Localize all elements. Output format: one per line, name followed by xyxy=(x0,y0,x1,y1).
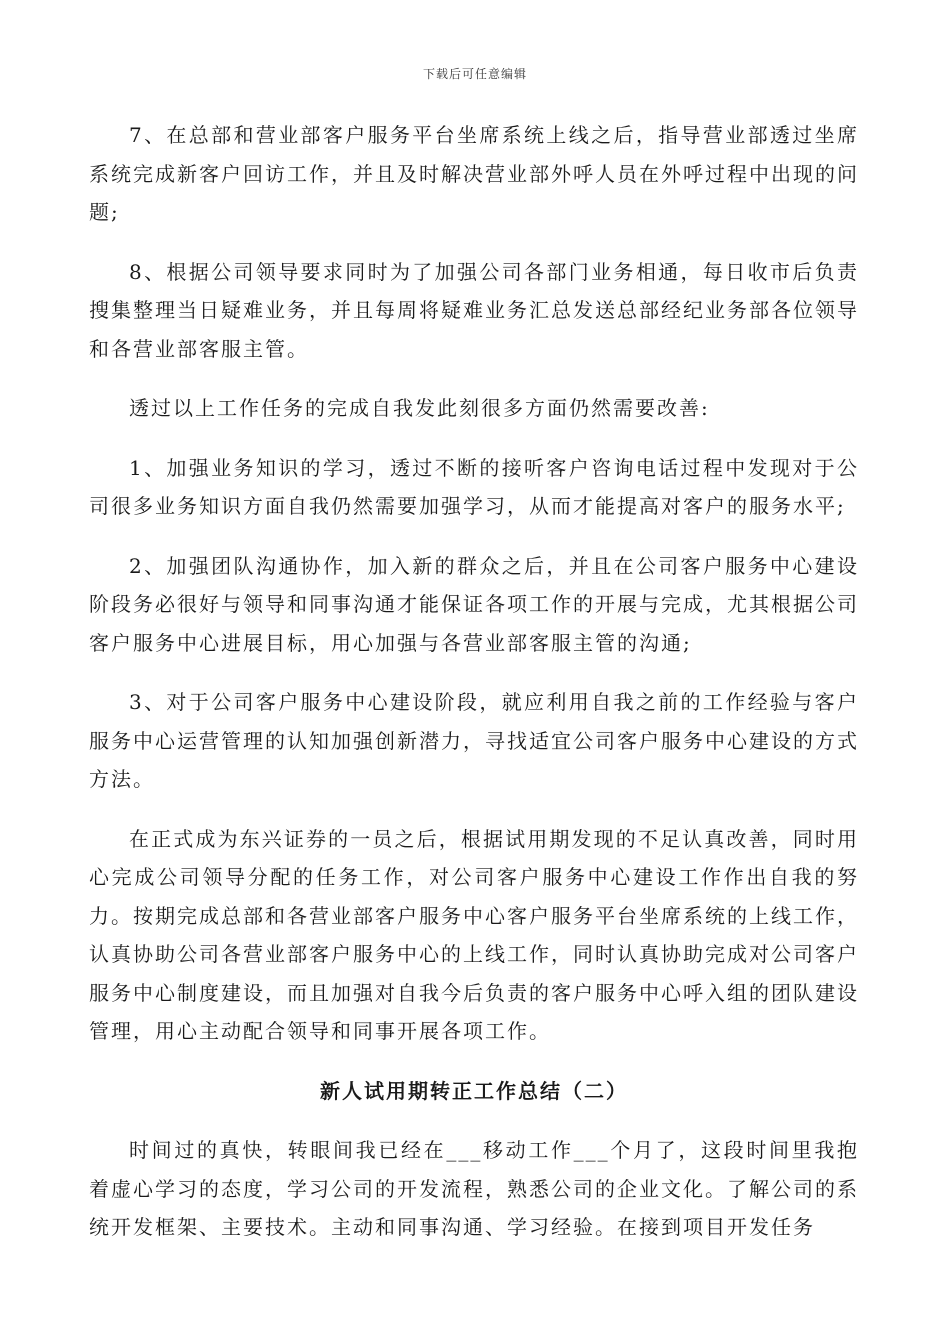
paragraph-improvement-3: 3、对于公司客户服务中心建设阶段，就应利用自我之前的工作经验与客户服务中心运营管理的认知加强创新潜力，寻找适宜公司客户服务中心建设的方式方法。 xyxy=(89,690,859,791)
document-body xyxy=(89,116,859,1268)
paragraph-item-8: 8、根据公司领导要求同时为了加强公司各部门业务相通，每日收市后负责搜集整理当日疑难业务，并且每周将疑难业务汇总发送总部经纪业务部各位领导和各营业部客服主管。 xyxy=(89,259,859,361)
header-note: 下载后可任意编辑 xyxy=(422,67,527,81)
paragraph-improvement-intro: 透过以上工作任务的完成自我发此刻很多方面仍然需要改善: xyxy=(129,396,710,420)
section-title: 新人试用期转正工作总结（二） xyxy=(320,1078,628,1103)
paragraph-item-7: 7、在总部和营业部客户服务平台坐席系统上线之后，指导营业部透过坐席系统完成新客户回访工作，并且及时解决营业部外呼人员在外呼过程中出现的问题; xyxy=(89,123,859,224)
paragraph-opening: 时间过的真快，转眼间我已经在___移动工作___个月了，这段时间里我抱着虚心学习的态度，学习公司的开发流程，熟悉公司的企业文化。了解公司的系统开发框架、主要技术。主动和同事沟通、学习经验。在接到项目开发任务 xyxy=(89,1138,859,1239)
paragraph-conclusion: 在正式成为东兴证券的一员之后，根据试用期发现的不足认真改善，同时用心完成公司领导分配的任务工作，对公司客户服务中心建设工作作出自我的努力。按期完成总部和各营业部客户服务中心客户服务平台坐席系统的上线工作，认真协助公司各营业部客户服务中心的上线工作，同时认真协助完成对公司客户服务中心制度建设，而且加强对自我今后负责的客户服务中心呼入组的团队建设管理，用心主动配合领导和同事开展各项工作。 xyxy=(89,826,859,1043)
paragraph-improvement-2: 2、加强团队沟通协作，加入新的群众之后，并且在公司客户服务中心建设阶段务必很好与领导和同事沟通才能保证各项工作的开展与完成，尤其根据公司客户服务中心进展目标，用心加强与各营业部客服主管的沟通; xyxy=(89,553,859,655)
paragraph-improvement-1: 1、加强业务知识的学习，透过不断的接听客户咨询电话过程中发现对于公司很多业务知识方面自我仍然需要加强学习，从而才能提高对客户的服务水平; xyxy=(89,455,859,518)
